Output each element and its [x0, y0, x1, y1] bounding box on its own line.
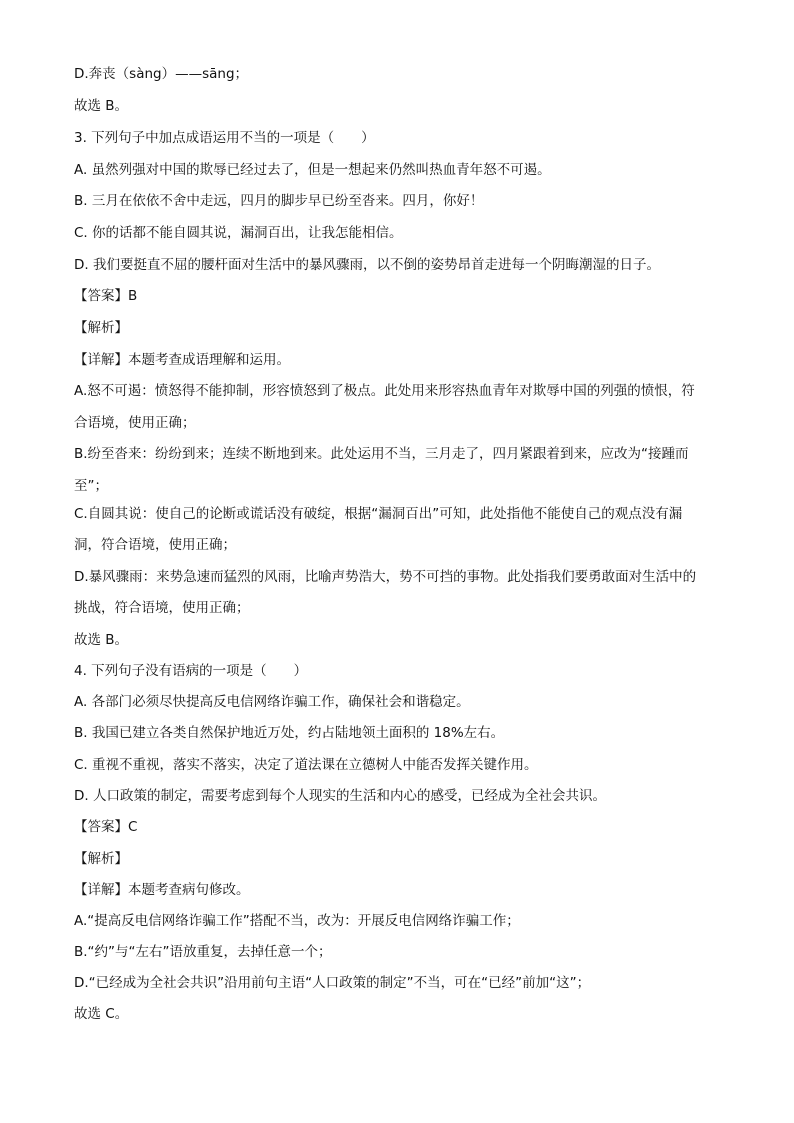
explanation-c: C.自圆其说：使自己的论断或谎话没有破绽，根据“漏洞百出”可知，此处指他不能使自己的观点没有漏: [74, 506, 683, 522]
text-line: 故选 B。: [74, 632, 129, 648]
detail-intro: 【详解】本题考查病句修改。: [74, 882, 250, 898]
explanation-b-cont: 至”；: [74, 478, 108, 494]
explanation-a: A.“提高反电信网络诈骗工作”搭配不当，改为：开展反电信网络诈骗工作；: [74, 913, 520, 929]
explanation-a: A.怒不可遏：愤怒得不能抑制，形容愤怒到了极点。此处用来形容热血青年对欺辱中国的列强的愤恨，符: [74, 383, 695, 399]
option-b: B. 我国已建立各类自然保护地近万处，约占陆地领土面积的 18%左右。: [74, 725, 505, 741]
question-3-stem: 3. 下列句子中加点成语运用不当的一项是（ ）: [74, 130, 375, 146]
option-c: C. 重视不重视，落实不落实，决定了道法课在立德树人中能否发挥关键作用。: [74, 757, 538, 773]
option-d: D. 人口政策的制定，需要考虑到每个人现实的生活和内心的感受，已经成为全社会共识。: [74, 788, 606, 804]
explanation-a-cont: 合语境，使用正确；: [74, 415, 196, 431]
question-4-stem: 4. 下列句子没有语病的一项是（ ）: [74, 663, 308, 679]
option-a: A. 各部门必须尽快提高反电信网络诈骗工作，确保社会和谐稳定。: [74, 694, 470, 710]
explanation-d: D.“已经成为全社会共识”沿用前句主语“人口政策的制定”不当，可在“已经”前加“这”；: [74, 975, 591, 991]
option-c: C. 你的话都不能自圆其说，漏洞百出，让我怎能相信。: [74, 225, 403, 241]
option-a: A. 虽然列强对中国的欺辱已经过去了，但是一想起来仍然叫热血青年怒不可遏。: [74, 162, 551, 178]
analysis-label: 【解析】: [74, 851, 128, 867]
option-b: B. 三月在依依不舍中走远，四月的脚步早已纷至沓来。四月，你好！: [74, 193, 484, 209]
explanation-c-cont: 洞，符合语境，使用正确；: [74, 537, 236, 553]
explanation-b: B.“约”与“左右”语放重复，去掉任意一个；: [74, 944, 332, 960]
explanation-b: B.纷至沓来：纷纷到来；连续不断地到来。此处运用不当，三月走了，四月紧跟着到来，应改为“接踵而: [74, 446, 689, 462]
explanation-d-cont: 挑战，符合语境，使用正确；: [74, 600, 250, 616]
option-d: D. 我们要挺直不屈的腰杆面对生活中的暴风骤雨，以不倒的姿势昂首走进每一个阴晦潮湿的日子。: [74, 257, 660, 273]
text-line: 故选 B。: [74, 98, 129, 114]
answer-label: 【答案】B: [74, 288, 138, 304]
answer-label: 【答案】C: [74, 819, 138, 835]
text-line: 故选 C。: [74, 1006, 129, 1022]
text-line: D.奔丧（sàng）——sāng；: [74, 66, 249, 82]
detail-intro: 【详解】本题考查成语理解和运用。: [74, 352, 290, 368]
explanation-d: D.暴风骤雨：来势急速而猛烈的风雨，比喻声势浩大，势不可挡的事物。此处指我们要勇敢面对生活中的: [74, 569, 697, 585]
analysis-label: 【解析】: [74, 320, 128, 336]
